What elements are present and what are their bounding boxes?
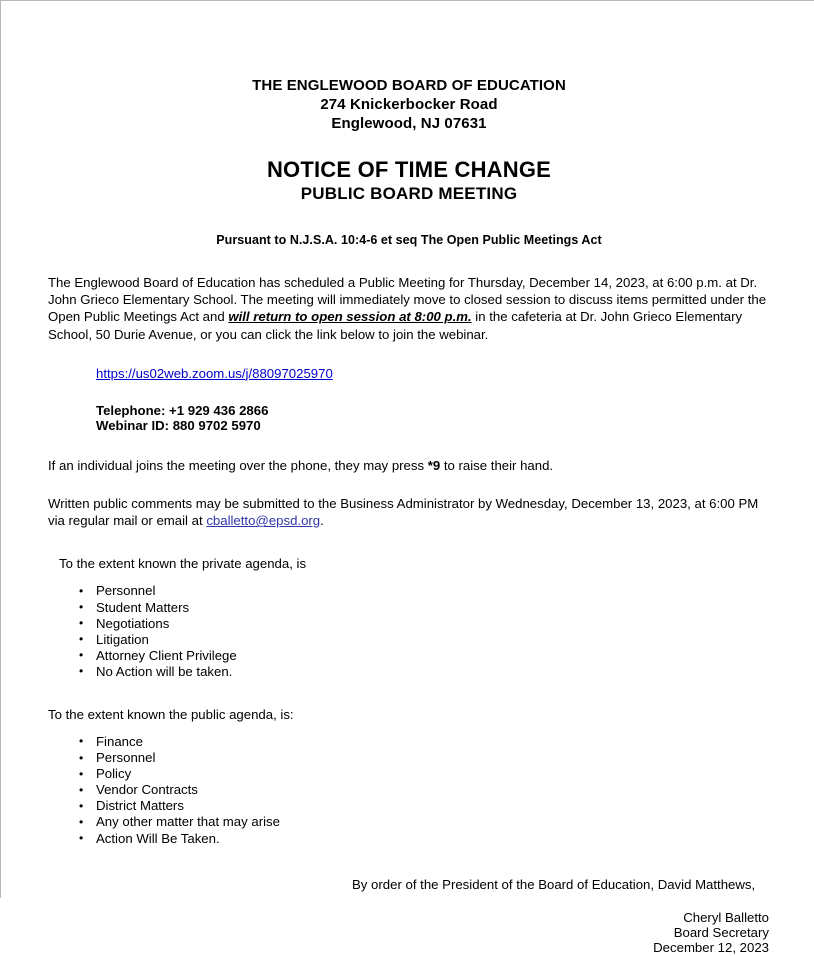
notice-subtitle: PUBLIC BOARD MEETING <box>300 184 518 203</box>
webinar-id-label: Webinar ID: <box>96 418 170 434</box>
signature-block <box>48 910 770 956</box>
main-meeting-paragraph <box>48 274 770 343</box>
list-item: • Negotiations <box>48 616 770 632</box>
signature-date: December 12, 2023 <box>653 940 769 956</box>
private-agenda-intro: To the extent known the private agenda, is <box>59 556 307 572</box>
written-comments-paragraph <box>48 495 770 529</box>
organization-city-state-zip: Englewood, NJ 07631 <box>331 115 487 132</box>
document-content <box>48 1 770 956</box>
list-item: • Personnel <box>48 750 770 766</box>
phone-key-code: *9 <box>427 457 441 473</box>
telephone-label: Telephone: <box>96 402 166 418</box>
list-item: • Student Matters <box>48 600 770 616</box>
list-item: • Vendor Contracts <box>48 782 770 798</box>
list-item: • Finance <box>48 734 770 750</box>
main-paragraph-part1: The Englewood Board of Education has scheduled a Public Meeting for Thursday, December 14, 2023, at 6:00 p.m. at Dr. John Grieco Elementary School. The meeting will immediately move to closed session to discuss items permitted under the Open Public Meetings Act and <box>48 275 767 325</box>
list-item: • Action Will Be Taken. <box>48 831 770 847</box>
webinar-id-value: 880 9702 5970 <box>172 418 261 434</box>
webinar-contact-block <box>48 403 770 434</box>
pursuant-statute-line: Pursuant to N.J.S.A. 10:4-6 et seq The Open Public Meetings Act <box>216 233 602 247</box>
phone-instruction-part1: If an individual joins the meeting over the phone, they may press <box>48 457 428 473</box>
by-order-of-president-line: By order of the President of the Board of Education, David Matthews, <box>352 876 756 892</box>
organization-street: 274 Knickerbocker Road <box>320 96 498 113</box>
notice-title: NOTICE OF TIME CHANGE <box>266 157 552 182</box>
phone-raise-hand-paragraph <box>48 457 770 474</box>
written-comments-part2: . <box>320 513 324 529</box>
webinar-link-row <box>48 365 770 382</box>
list-item: • Any other matter that may arise <box>48 814 770 830</box>
zoom-webinar-link[interactable]: https://us02web.zoom.us/j/88097025970 <box>96 365 333 381</box>
telephone-number: +1 929 436 2866 <box>169 402 269 418</box>
organization-name: THE ENGLEWOOD BOARD OF EDUCATION <box>252 77 566 94</box>
list-item: • Policy <box>48 766 770 782</box>
webinar-id-line <box>96 418 770 434</box>
written-comments-part1: Written public comments may be submitted to the Business Administrator by Wednesday, December 13, 2023, at 6:00 PM via regular mail or email at <box>48 496 759 529</box>
list-item: • Personnel <box>48 583 770 599</box>
return-to-open-session-emphasis: will return to open session at 8:00 p.m. <box>228 309 472 325</box>
notice-heading <box>48 157 770 205</box>
private-agenda-section <box>48 555 770 680</box>
list-item: • District Matters <box>48 798 770 814</box>
phone-instruction-part2: to raise their hand. <box>440 457 554 473</box>
private-agenda-list <box>48 583 770 680</box>
list-item: • Litigation <box>48 632 770 648</box>
main-paragraph-part2: in the cafeteria at Dr. John Grieco Elementary School, 50 Durie Avenue, or you can click the link below to join the webinar. <box>48 309 743 342</box>
public-agenda-intro: To the extent known the public agenda, is: <box>48 706 294 722</box>
signatory-title: Board Secretary <box>673 925 769 941</box>
list-item: • Attorney Client Privilege <box>48 648 770 664</box>
signatory-name: Cheryl Balletto <box>683 909 769 925</box>
organization-header <box>48 76 770 133</box>
list-item: • No Action will be taken. <box>48 664 770 680</box>
telephone-line <box>96 403 770 419</box>
public-agenda-list <box>48 734 770 847</box>
public-agenda-section <box>48 706 770 847</box>
business-administrator-email-link[interactable]: cballetto@epsd.org <box>206 513 321 529</box>
